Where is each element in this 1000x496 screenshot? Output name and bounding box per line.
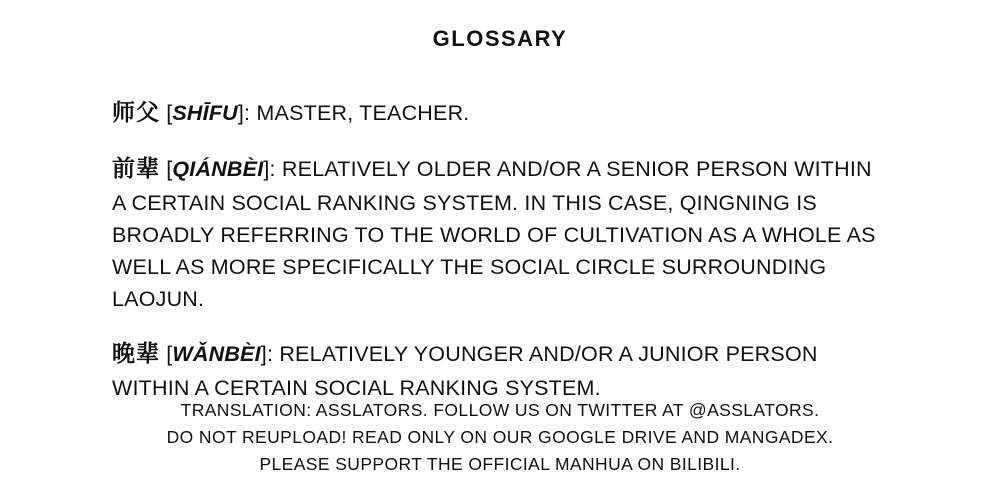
entry-definition: RELATIVELY YOUNGER AND/OR A JUNIOR PERSON WITHIN A CERTAIN SOCIAL RANKING SYSTEM. bbox=[112, 342, 818, 400]
entry-definition: RELATIVELY OLDER AND/OR A SENIOR PERSON WITHIN A CERTAIN SOCIAL RANKING SYSTEM. IN THIS CASE, QINGNING IS BROADLY REFERRING TO THE WORLD OF CULTIVATION AS A WHOLE AS WELL AS MORE SPECIFICALLY THE SOCIAL CIRCLE SURROUNDING LAOJUN. bbox=[112, 157, 876, 312]
glossary-entry bbox=[112, 96, 890, 131]
glossary-page bbox=[0, 26, 1000, 496]
credits-line-translation: TRANSLATION: ASSLATORS. FOLLOW US ON TWITTER AT @ASSLATORS. bbox=[180, 399, 820, 420]
entry-definition: MASTER, TEACHER. bbox=[256, 101, 470, 125]
glossary-entry-list bbox=[112, 96, 890, 404]
credits-line-support-notice: PLEASE SUPPORT THE OFFICIAL MANHUA ON BILIBILI. bbox=[259, 453, 741, 474]
entry-pinyin: QIÁNBÈI bbox=[172, 157, 264, 181]
entry-pinyin: WǍNBÈI bbox=[172, 342, 261, 366]
entry-hanzi: 晚辈 bbox=[112, 341, 160, 367]
glossary-entry bbox=[112, 152, 890, 316]
entry-open-bracket: [ bbox=[166, 157, 173, 181]
entry-close-bracket: ]: bbox=[237, 101, 251, 125]
entry-close-bracket: ]: bbox=[263, 157, 276, 181]
entry-open-bracket: [ bbox=[166, 342, 173, 366]
page-title: GLOSSARY bbox=[432, 26, 568, 51]
entry-close-bracket: ]: bbox=[260, 342, 274, 366]
credits-block bbox=[0, 397, 1000, 478]
entry-open-bracket: [ bbox=[166, 101, 173, 125]
glossary-entry bbox=[112, 337, 890, 404]
entry-hanzi: 前辈 bbox=[112, 156, 160, 182]
credits-line-reupload-notice: DO NOT REUPLOAD! READ ONLY ON OUR GOOGLE DRIVE AND MANGADEX. bbox=[166, 426, 834, 447]
entry-pinyin: SHĪFU bbox=[172, 101, 238, 125]
entry-hanzi: 师父 bbox=[112, 100, 160, 126]
